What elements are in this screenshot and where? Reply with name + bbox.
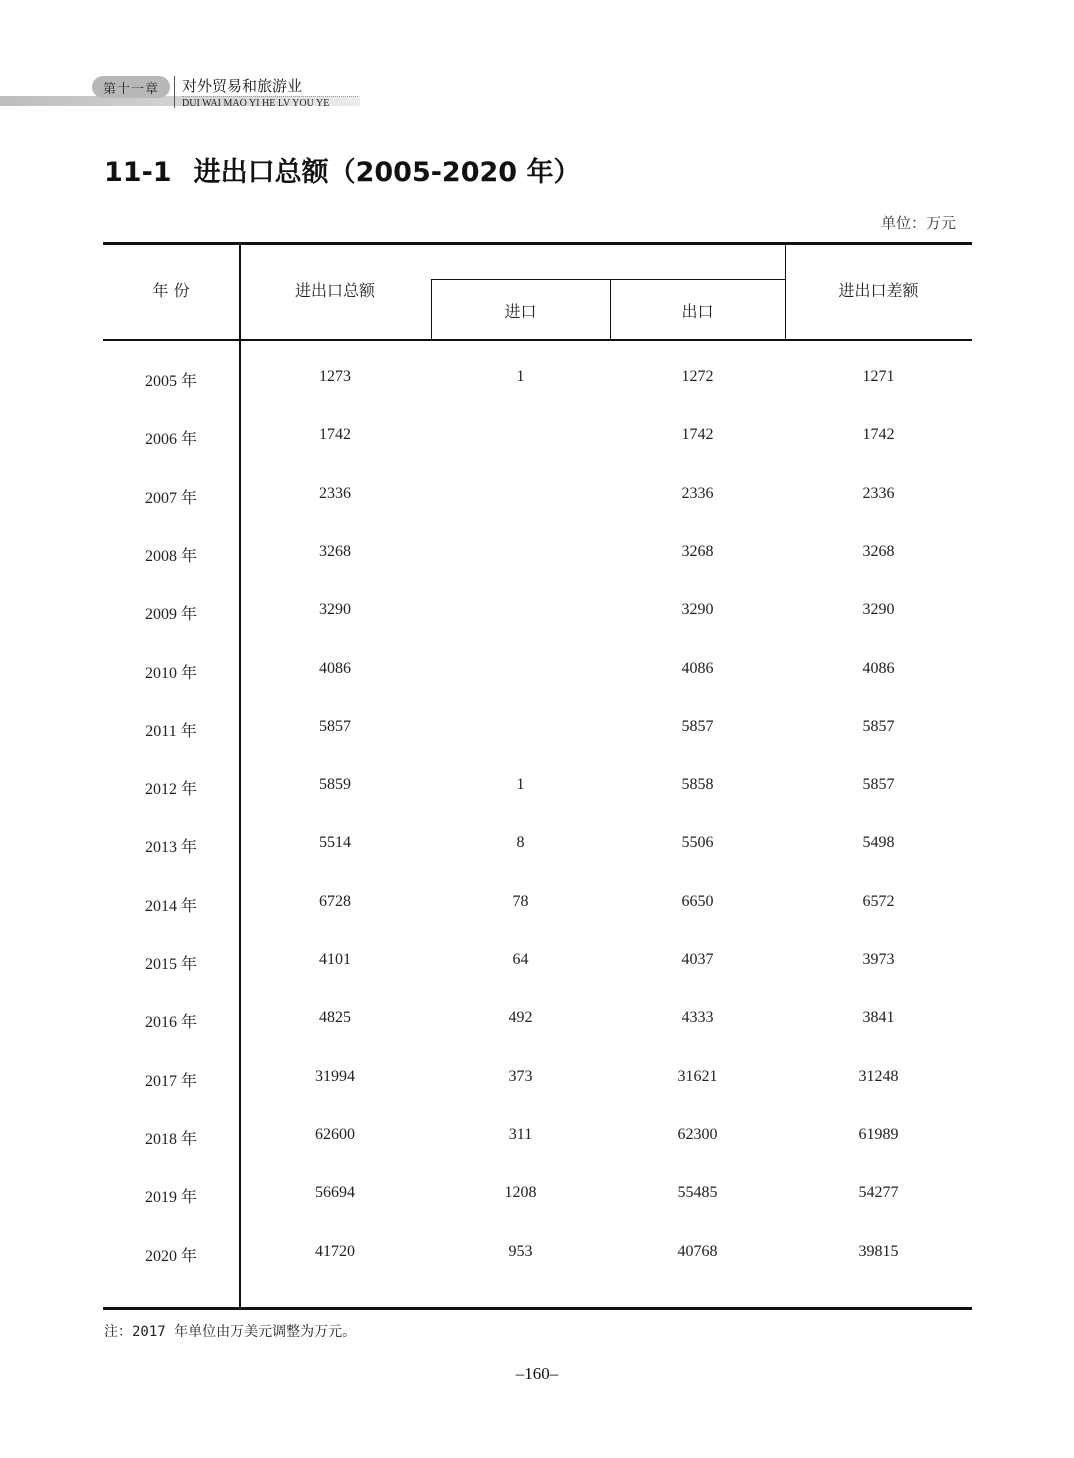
cell-export: 40768 bbox=[677, 1242, 718, 1260]
cell-year: 2020 年 bbox=[144, 1247, 197, 1265]
table-row bbox=[103, 543, 972, 563]
cell-year: 2010 年 bbox=[144, 664, 197, 682]
cell-import: 1208 bbox=[504, 1184, 537, 1202]
cell-import: 78 bbox=[512, 892, 529, 910]
cell-export: 4037 bbox=[681, 951, 714, 968]
cell-year: 2006 年 bbox=[144, 431, 197, 449]
cell-balance: 5857 bbox=[862, 776, 895, 794]
cell-export: 6650 bbox=[681, 892, 714, 910]
cell-balance: 3841 bbox=[862, 1009, 895, 1027]
table-row bbox=[103, 660, 972, 680]
cell-balance: 1742 bbox=[862, 426, 895, 444]
cell-total: 41720 bbox=[315, 1242, 355, 1260]
cell-year: 2015 年 bbox=[144, 956, 197, 973]
cell-balance: 2336 bbox=[862, 484, 895, 502]
cell-export: 1742 bbox=[681, 426, 714, 444]
cell-export: 2336 bbox=[681, 484, 714, 502]
cell-total: 3290 bbox=[319, 601, 351, 619]
cell-total: 56694 bbox=[315, 1184, 355, 1202]
table-row bbox=[103, 1068, 972, 1088]
cell-balance: 3973 bbox=[862, 951, 895, 968]
table-row bbox=[103, 1243, 972, 1263]
header-bottom-rule bbox=[103, 339, 972, 341]
table-row bbox=[103, 834, 972, 857]
cell-balance: 1271 bbox=[862, 368, 895, 385]
year-column-rule bbox=[239, 242, 241, 1307]
cell-year: 2008 年 bbox=[144, 547, 197, 565]
col-header-total: 进出口总额 bbox=[294, 281, 375, 300]
cell-balance: 3290 bbox=[862, 601, 895, 619]
cell-balance: 3268 bbox=[862, 542, 895, 560]
cell-total: 4086 bbox=[319, 659, 351, 677]
cell-year: 2017 年 bbox=[144, 1072, 197, 1090]
cell-total: 4101 bbox=[319, 951, 351, 968]
cell-year: 2007 年 bbox=[144, 489, 197, 507]
cell-year: 2014 年 bbox=[144, 897, 197, 915]
cell-total: 1273 bbox=[319, 368, 351, 385]
cell-import: 492 bbox=[508, 1009, 533, 1027]
cell-year: 2019 年 bbox=[144, 1189, 197, 1207]
cell-export: 5857 bbox=[681, 717, 714, 735]
col-header-import: 进口 bbox=[504, 302, 537, 321]
cell-year: 2011 年 bbox=[145, 722, 197, 740]
table-row bbox=[103, 368, 972, 388]
cell-import: 64 bbox=[512, 951, 529, 968]
cell-import: 373 bbox=[508, 1067, 533, 1085]
table-row bbox=[103, 718, 972, 738]
bottom-rule bbox=[103, 1307, 972, 1310]
page-number: –160– bbox=[515, 1364, 559, 1383]
cell-year: 2012 年 bbox=[144, 781, 197, 799]
cell-total: 62600 bbox=[315, 1125, 355, 1143]
cell-export: 4086 bbox=[681, 659, 714, 677]
table-title-text: 进出口总额（2005-2020 年） bbox=[193, 157, 581, 188]
unit-label: 单位：万元 bbox=[880, 214, 956, 232]
cell-balance: 39815 bbox=[858, 1242, 899, 1260]
cell-export: 5858 bbox=[681, 776, 714, 794]
chapter-badge: 第十一章 bbox=[92, 76, 170, 98]
cell-year: 2016 年 bbox=[144, 1014, 197, 1032]
cell-import: 1 bbox=[516, 776, 525, 794]
table-row bbox=[103, 951, 972, 971]
cell-year: 2009 年 bbox=[144, 606, 197, 624]
cell-balance: 4086 bbox=[862, 659, 895, 677]
cell-total: 6728 bbox=[319, 892, 351, 910]
cell-export: 62300 bbox=[677, 1125, 718, 1143]
table-row bbox=[103, 1184, 972, 1207]
table-row bbox=[103, 485, 972, 505]
table-number: 11-1 bbox=[104, 157, 172, 188]
col-header-year: 年 份 bbox=[152, 281, 190, 300]
footnote: 注：2017 年单位由万美元调整为万元。 bbox=[104, 1324, 357, 1340]
data-table bbox=[103, 242, 972, 1310]
cell-total: 2336 bbox=[319, 484, 351, 502]
cell-export: 4333 bbox=[681, 1009, 714, 1027]
col-header-balance: 进出口差额 bbox=[838, 281, 919, 300]
top-rule bbox=[103, 242, 972, 245]
cell-total: 5857 bbox=[319, 717, 351, 735]
table-row bbox=[103, 893, 972, 913]
cell-total: 5859 bbox=[319, 776, 351, 794]
cell-total: 4825 bbox=[319, 1009, 351, 1027]
cell-export: 3268 bbox=[681, 542, 714, 560]
cell-balance: 54277 bbox=[858, 1184, 899, 1202]
cell-import: 8 bbox=[516, 834, 525, 852]
header-subtitle: DUI WAI MAO YI HE LV YOU YE bbox=[182, 96, 358, 109]
col-header-export: 出口 bbox=[681, 302, 714, 321]
table-title bbox=[104, 150, 580, 189]
cell-export: 1272 bbox=[681, 368, 714, 385]
cell-total: 1742 bbox=[319, 426, 351, 444]
cell-balance: 61989 bbox=[858, 1125, 899, 1143]
cell-export: 3290 bbox=[681, 601, 714, 619]
cell-balance: 5498 bbox=[862, 834, 895, 852]
table-row bbox=[103, 1126, 972, 1146]
cell-total: 3268 bbox=[319, 542, 351, 560]
header-group-rule bbox=[431, 279, 785, 280]
table-row bbox=[103, 426, 972, 449]
cell-year: 2005 年 bbox=[144, 373, 197, 390]
cell-total: 5514 bbox=[319, 834, 351, 852]
header-title: 对外贸易和旅游业 bbox=[182, 77, 303, 95]
cell-balance: 5857 bbox=[862, 717, 895, 735]
cell-balance: 6572 bbox=[862, 892, 895, 910]
cell-year: 2013 年 bbox=[144, 839, 197, 857]
cell-export: 55485 bbox=[677, 1184, 718, 1202]
table-row bbox=[103, 1009, 972, 1032]
cell-import: 953 bbox=[508, 1242, 533, 1260]
header-separator bbox=[174, 76, 175, 108]
cell-export: 31621 bbox=[677, 1067, 718, 1085]
table-row bbox=[103, 601, 972, 624]
table-row bbox=[103, 776, 972, 799]
cell-import: 1 bbox=[516, 368, 525, 385]
cell-balance: 31248 bbox=[858, 1067, 899, 1085]
cell-year: 2018 年 bbox=[144, 1130, 197, 1148]
cell-export: 5506 bbox=[681, 834, 714, 852]
cell-import: 311 bbox=[508, 1125, 533, 1143]
cell-total: 31994 bbox=[315, 1067, 355, 1085]
